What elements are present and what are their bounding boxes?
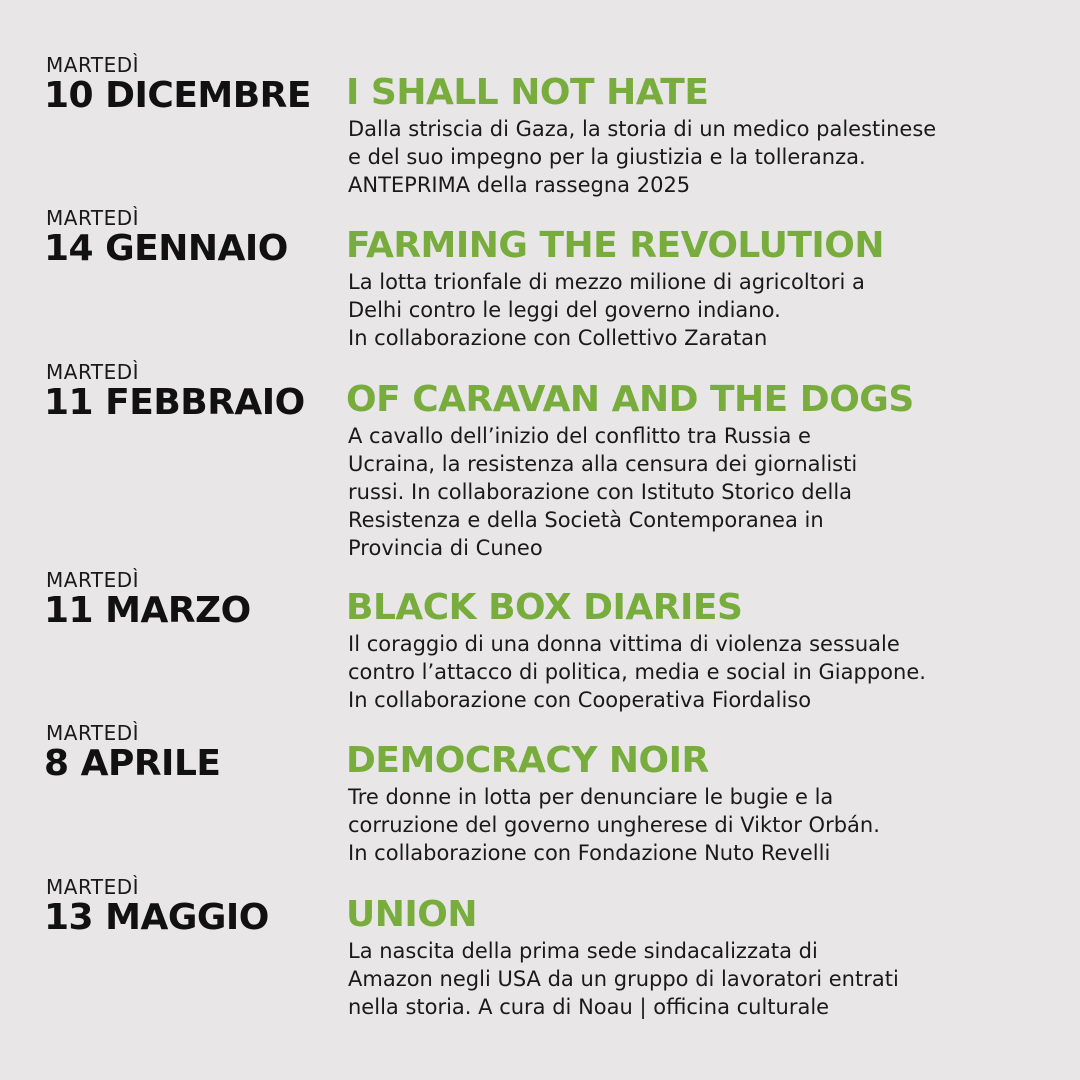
description-line: In collaborazione con Collettivo Zaratan xyxy=(348,326,768,350)
description-line: Resistenza e della Società Contemporanea in xyxy=(348,508,824,532)
event-date: 11 MARZO xyxy=(44,590,251,631)
event-description xyxy=(348,937,1058,1021)
event-description xyxy=(348,268,1058,352)
event-description xyxy=(348,115,1058,199)
description-line: contro l’attacco di politica, media e social in Giappone. xyxy=(348,660,926,684)
event-date: 10 DICEMBRE xyxy=(44,75,311,116)
event-title: DEMOCRACY NOIR xyxy=(346,740,709,781)
event-description xyxy=(348,630,1058,714)
event-title: I SHALL NOT HATE xyxy=(346,72,709,113)
description-line: La lotta trionfale di mezzo milione di agricoltori a xyxy=(348,270,865,294)
event-title: OF CARAVAN AND THE DOGS xyxy=(346,379,914,420)
event-date: 8 APRILE xyxy=(44,743,221,784)
description-line: In collaborazione con Cooperativa Fiordaliso xyxy=(348,688,812,712)
description-line: Amazon negli USA da un gruppo di lavoratori entrati xyxy=(348,967,899,991)
event-weekday: MARTEDÌ xyxy=(46,721,140,745)
event-description xyxy=(348,422,1058,562)
event-date: 13 MAGGIO xyxy=(44,897,269,938)
event-weekday: MARTEDÌ xyxy=(46,875,140,899)
description-line: Delhi contro le leggi del governo indiano. xyxy=(348,298,781,322)
event-title: BLACK BOX DIARIES xyxy=(346,587,743,628)
description-line: La nascita della prima sede sindacalizzata di xyxy=(348,939,818,963)
description-line: nella storia. A cura di Noau | officina culturale xyxy=(348,995,830,1019)
description-line: Ucraina, la resistenza alla censura dei giornalisti xyxy=(348,452,858,476)
event-weekday: MARTEDÌ xyxy=(46,53,140,77)
event-title: UNION xyxy=(346,894,477,935)
description-line: In collaborazione con Fondazione Nuto Revelli xyxy=(348,841,831,865)
event-title: FARMING THE REVOLUTION xyxy=(346,225,884,266)
description-line: Il coraggio di una donna vittima di violenza sessuale xyxy=(348,632,900,656)
event-weekday: MARTEDÌ xyxy=(46,568,140,592)
event-date: 11 FEBBRAIO xyxy=(44,382,305,423)
description-line: Dalla striscia di Gaza, la storia di un medico palestinese xyxy=(348,117,937,141)
event-weekday: MARTEDÌ xyxy=(46,206,140,230)
description-line: corruzione del governo ungherese di Viktor Orbán. xyxy=(348,813,880,837)
description-line: Tre donne in lotta per denunciare le bugie e la xyxy=(348,785,834,809)
description-line: ANTEPRIMA della rassegna 2025 xyxy=(348,173,691,197)
event-date: 14 GENNAIO xyxy=(44,228,288,269)
event-description xyxy=(348,783,1058,867)
description-line: Provincia di Cuneo xyxy=(348,536,543,560)
description-line: russi. In collaborazione con Istituto Storico della xyxy=(348,480,853,504)
description-line: A cavallo dell’inizio del conflitto tra Russia e xyxy=(348,424,811,448)
event-weekday: MARTEDÌ xyxy=(46,360,140,384)
description-line: e del suo impegno per la giustizia e la tolleranza. xyxy=(348,145,866,169)
